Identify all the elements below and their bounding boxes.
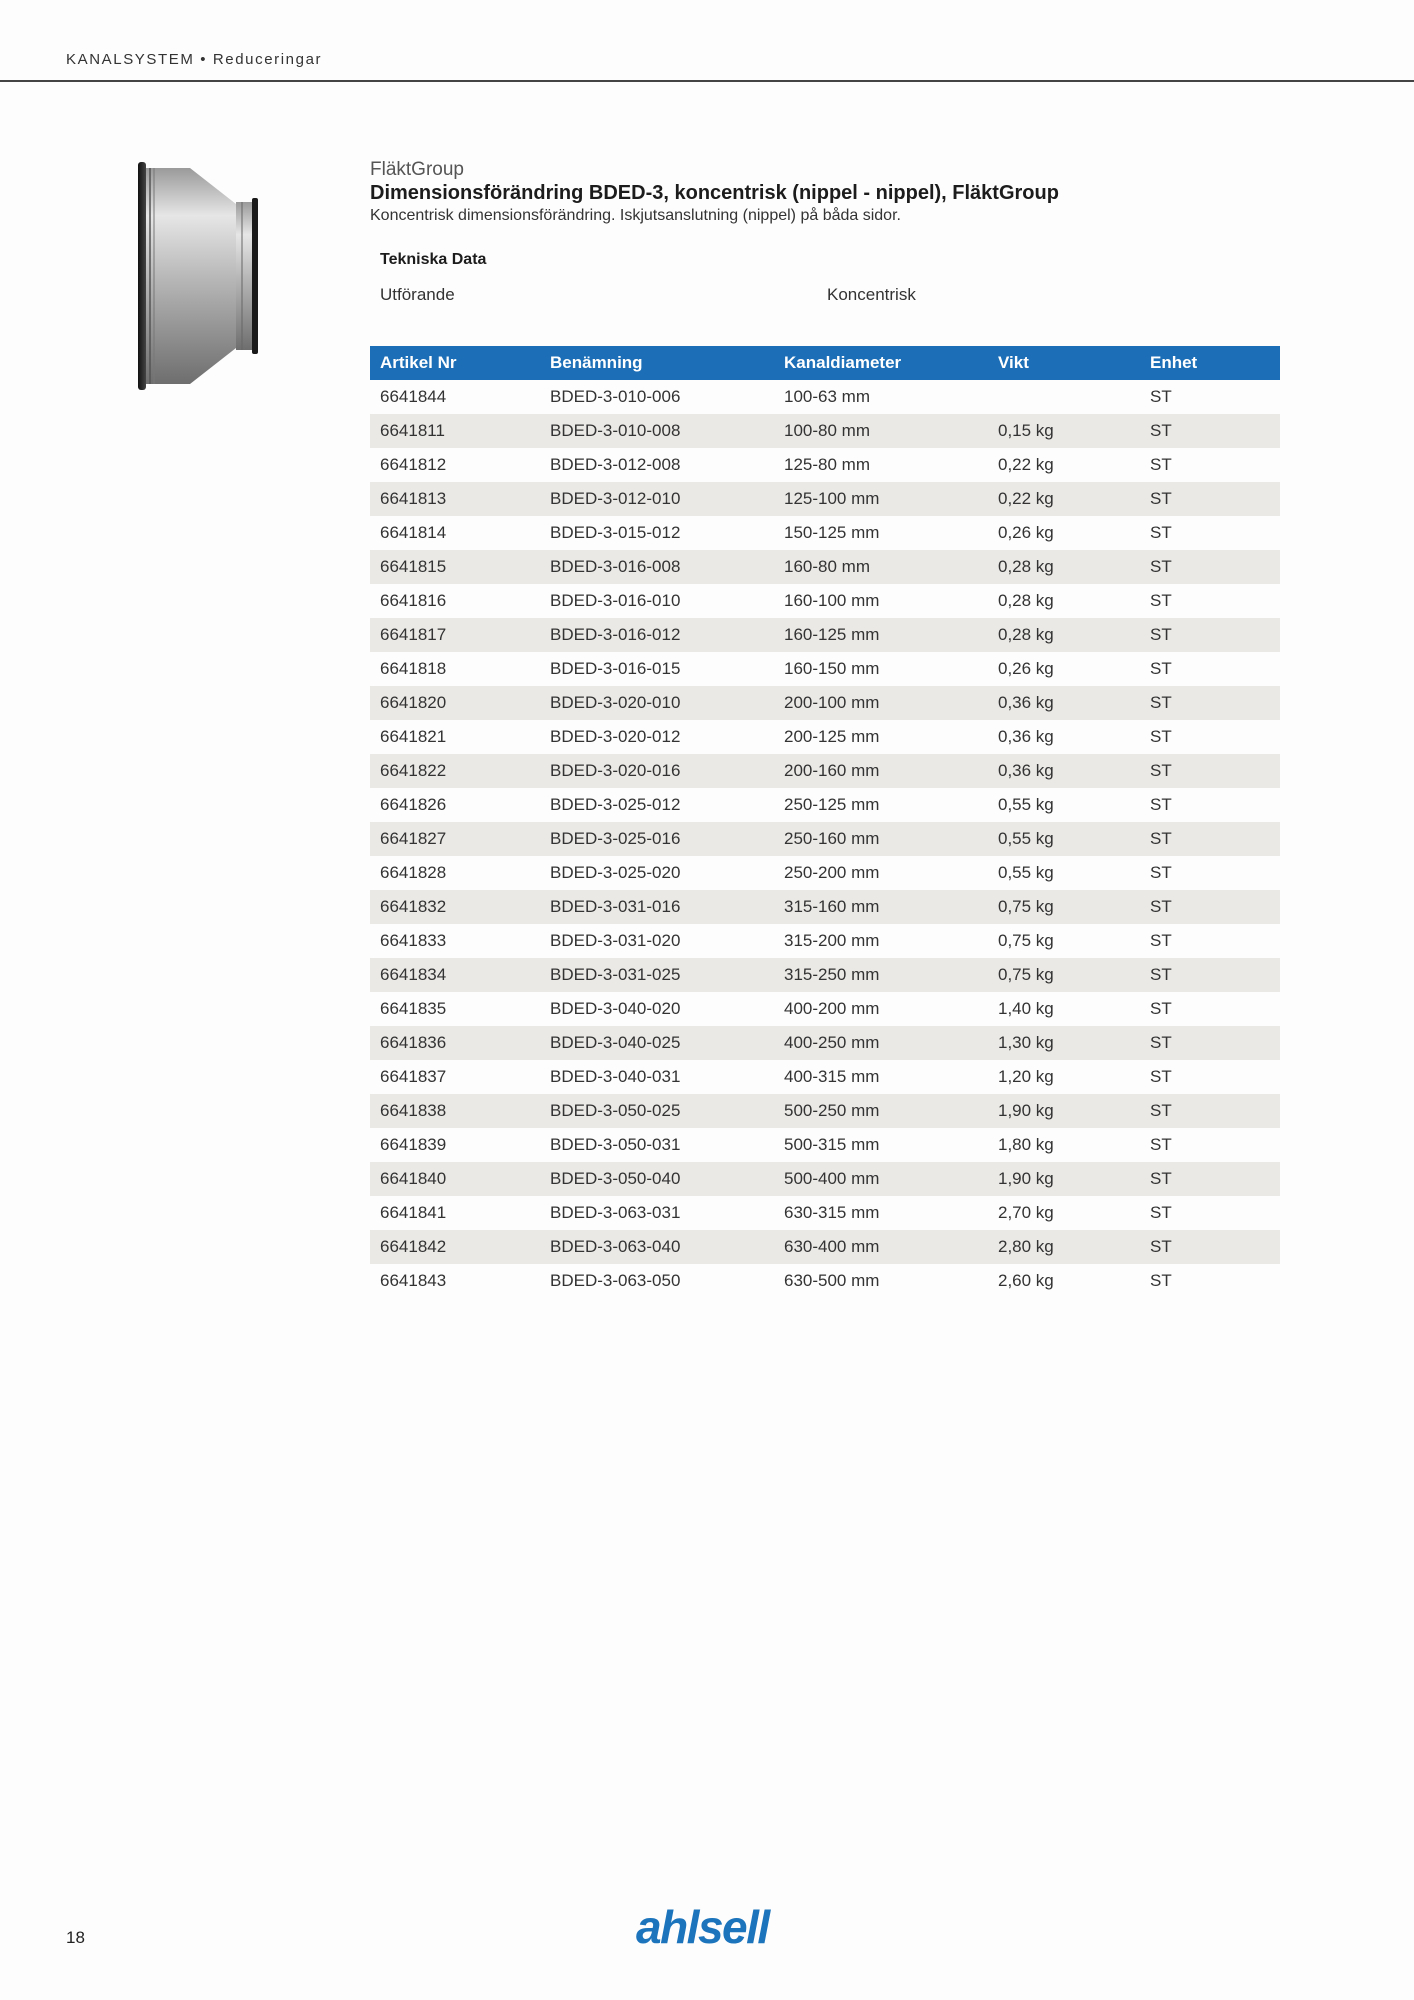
ahlsell-logo: ahlsell: [636, 1901, 769, 1953]
weight-cell: 2,70 kg: [998, 1203, 1054, 1222]
article-number-cell: 6641843: [380, 1271, 447, 1290]
name-cell: BDED-3-063-040: [540, 1230, 774, 1264]
diameter-cell: 125-100 mm: [774, 482, 988, 516]
unit-cell: ST: [1140, 482, 1280, 516]
name-cell: BDED-3-020-012: [550, 727, 681, 746]
article-number-cell: 6641815: [370, 550, 540, 584]
table-row: [370, 618, 1280, 652]
weight-cell: 0,55 kg: [998, 795, 1054, 814]
unit-cell: ST: [1150, 863, 1172, 882]
unit-cell: ST: [1140, 1162, 1280, 1196]
table-row: [370, 720, 1280, 754]
weight-cell: 0,75 kg: [988, 958, 1140, 992]
name-cell: BDED-3-031-016: [540, 890, 774, 924]
name-cell: BDED-3-025-020: [550, 863, 681, 882]
name-cell: BDED-3-015-012: [550, 523, 681, 542]
unit-cell: ST: [1140, 414, 1280, 448]
table-row: [370, 1196, 1280, 1230]
name-cell: BDED-3-012-010: [540, 482, 774, 516]
unit-cell: ST: [1140, 1094, 1280, 1128]
article-number-cell: 6641837: [380, 1067, 447, 1086]
article-number-cell: 6641840: [370, 1162, 540, 1196]
diameter-cell: 500-315 mm: [784, 1135, 880, 1154]
column-header-vikt: Vikt: [988, 346, 1140, 380]
article-number-cell: 6641839: [380, 1135, 447, 1154]
weight-cell: 0,26 kg: [998, 523, 1054, 542]
name-cell: BDED-3-025-012: [550, 795, 681, 814]
weight-cell: [988, 380, 1140, 414]
article-number-cell: 6641834: [370, 958, 540, 992]
unit-cell: ST: [1140, 1026, 1280, 1060]
table-row: [370, 380, 1280, 414]
article-number-cell: 6641818: [380, 659, 447, 678]
weight-cell: 0,28 kg: [998, 591, 1054, 610]
name-cell: BDED-3-050-040: [540, 1162, 774, 1196]
unit-cell: ST: [1140, 1230, 1280, 1264]
unit-cell: ST: [1140, 550, 1280, 584]
name-cell: BDED-3-050-031: [550, 1135, 681, 1154]
article-number-cell: 6641842: [370, 1230, 540, 1264]
article-number-cell: 6641821: [380, 727, 447, 746]
table-row: [370, 924, 1280, 958]
article-number-cell: 6641812: [380, 455, 447, 474]
article-number-cell: 6641826: [380, 795, 447, 814]
name-cell: BDED-3-031-020: [550, 931, 681, 950]
unit-cell: ST: [1140, 686, 1280, 720]
table-row: [370, 1094, 1280, 1128]
table-row: [370, 1128, 1280, 1162]
article-number-cell: 6641817: [370, 618, 540, 652]
unit-cell: ST: [1140, 618, 1280, 652]
weight-cell: 1,40 kg: [998, 999, 1054, 1018]
weight-cell: 0,28 kg: [988, 550, 1140, 584]
table-row: [370, 1162, 1280, 1196]
column-header-enhet: Enhet: [1140, 346, 1280, 380]
weight-cell: 0,15 kg: [988, 414, 1140, 448]
diameter-cell: 630-315 mm: [784, 1203, 880, 1222]
table-header-row: [370, 346, 1280, 380]
diameter-cell: 500-400 mm: [774, 1162, 988, 1196]
article-number-cell: 6641836: [370, 1026, 540, 1060]
weight-cell: 0,75 kg: [998, 931, 1054, 950]
unit-cell: ST: [1150, 999, 1172, 1018]
article-number-cell: 6641813: [370, 482, 540, 516]
table-row: [370, 958, 1280, 992]
article-number-cell: 6641816: [380, 591, 447, 610]
name-cell: BDED-3-020-010: [540, 686, 774, 720]
weight-cell: 0,26 kg: [998, 659, 1054, 678]
section-header: KANALSYSTEM • Reduceringar: [66, 51, 323, 68]
diameter-cell: 400-200 mm: [784, 999, 880, 1018]
unit-cell: ST: [1140, 958, 1280, 992]
table-row: [370, 754, 1280, 788]
diameter-cell: 315-250 mm: [774, 958, 988, 992]
product-description: Koncentrisk dimensionsförändring. Iskjutsanslutning (nippel) på båda sidor.: [370, 207, 901, 224]
unit-cell: ST: [1150, 1271, 1172, 1290]
weight-cell: 2,60 kg: [998, 1271, 1054, 1290]
name-cell: BDED-3-010-006: [550, 387, 681, 406]
diameter-cell: 150-125 mm: [784, 523, 880, 542]
page-number: 18: [66, 1928, 85, 1947]
diameter-cell: 200-100 mm: [774, 686, 988, 720]
unit-cell: ST: [1150, 523, 1172, 542]
article-number-cell: 6641822: [370, 754, 540, 788]
name-cell: BDED-3-016-010: [550, 591, 681, 610]
table-row: [370, 822, 1280, 856]
weight-cell: 1,80 kg: [998, 1135, 1054, 1154]
article-number-cell: 6641820: [370, 686, 540, 720]
diameter-cell: 400-315 mm: [784, 1067, 880, 1086]
name-cell: BDED-3-010-008: [540, 414, 774, 448]
unit-cell: ST: [1150, 931, 1172, 950]
product-image: [134, 158, 264, 394]
unit-cell: ST: [1140, 890, 1280, 924]
name-cell: BDED-3-012-008: [550, 455, 681, 474]
article-number-cell: 6641811: [370, 414, 540, 448]
unit-cell: ST: [1150, 455, 1172, 474]
weight-cell: 0,55 kg: [998, 863, 1054, 882]
table-row: [370, 584, 1280, 618]
diameter-cell: 125-80 mm: [784, 455, 870, 474]
table-row: [370, 1060, 1280, 1094]
table-row: [370, 890, 1280, 924]
unit-cell: ST: [1150, 795, 1172, 814]
diameter-cell: 200-160 mm: [774, 754, 988, 788]
diameter-cell: 250-125 mm: [784, 795, 880, 814]
weight-cell: 0,55 kg: [988, 822, 1140, 856]
table-row: [370, 1264, 1280, 1298]
diameter-cell: 315-200 mm: [784, 931, 880, 950]
article-number-cell: 6641841: [380, 1203, 447, 1222]
table-row: [370, 788, 1280, 822]
weight-cell: 1,90 kg: [988, 1094, 1140, 1128]
weight-cell: 0,36 kg: [988, 754, 1140, 788]
unit-cell: ST: [1150, 1203, 1172, 1222]
article-number-cell: 6641814: [380, 523, 447, 542]
diameter-cell: 500-250 mm: [774, 1094, 988, 1128]
diameter-cell: 160-80 mm: [774, 550, 988, 584]
diameter-cell: 400-250 mm: [774, 1026, 988, 1060]
column-header-benamning: Benämning: [540, 346, 774, 380]
unit-cell: ST: [1150, 1135, 1172, 1154]
diameter-cell: 250-200 mm: [784, 863, 880, 882]
weight-cell: 0,75 kg: [988, 890, 1140, 924]
weight-cell: 0,36 kg: [988, 686, 1140, 720]
table-row: [370, 856, 1280, 890]
table-row: [370, 992, 1280, 1026]
tech-data-heading: Tekniska Data: [380, 251, 487, 268]
weight-cell: 0,22 kg: [988, 482, 1140, 516]
name-cell: BDED-3-050-025: [540, 1094, 774, 1128]
weight-cell: 2,80 kg: [988, 1230, 1140, 1264]
table-row: [370, 516, 1280, 550]
article-number-cell: 6641832: [370, 890, 540, 924]
name-cell: BDED-3-020-016: [540, 754, 774, 788]
table-row: [370, 1026, 1280, 1060]
brand-name: FläktGroup: [370, 159, 464, 180]
diameter-cell: 200-125 mm: [784, 727, 880, 746]
column-header-kanaldiameter: Kanaldiameter: [774, 346, 988, 380]
name-cell: BDED-3-040-020: [550, 999, 681, 1018]
diameter-cell: 250-160 mm: [774, 822, 988, 856]
diameter-cell: 100-80 mm: [774, 414, 988, 448]
diameter-cell: 630-400 mm: [774, 1230, 988, 1264]
diameter-cell: 160-150 mm: [784, 659, 880, 678]
diameter-cell: 315-160 mm: [774, 890, 988, 924]
name-cell: BDED-3-016-008: [540, 550, 774, 584]
weight-cell: 0,22 kg: [998, 455, 1054, 474]
unit-cell: ST: [1150, 727, 1172, 746]
unit-cell: ST: [1150, 591, 1172, 610]
article-number-cell: 6641844: [380, 387, 447, 406]
article-number-cell: 6641833: [380, 931, 447, 950]
weight-cell: 1,20 kg: [998, 1067, 1054, 1086]
article-number-cell: 6641828: [380, 863, 447, 882]
table-row: [370, 482, 1280, 516]
article-number-cell: 6641835: [380, 999, 447, 1018]
diameter-cell: 160-100 mm: [784, 591, 880, 610]
product-table: [370, 346, 1280, 1298]
article-number-cell: 6641838: [370, 1094, 540, 1128]
name-cell: BDED-3-063-031: [550, 1203, 681, 1222]
unit-cell: ST: [1150, 659, 1172, 678]
name-cell: BDED-3-040-025: [540, 1026, 774, 1060]
unit-cell: ST: [1140, 754, 1280, 788]
product-title: Dimensionsförändring BDED-3, koncentrisk (nippel - nippel), FläktGroup: [370, 182, 1059, 204]
weight-cell: 1,90 kg: [988, 1162, 1140, 1196]
unit-cell: ST: [1140, 822, 1280, 856]
name-cell: BDED-3-063-050: [550, 1271, 681, 1290]
diameter-cell: 160-125 mm: [774, 618, 988, 652]
diameter-cell: 630-500 mm: [784, 1271, 880, 1290]
header-divider: [0, 80, 1414, 82]
diameter-cell: 100-63 mm: [784, 387, 870, 406]
name-cell: BDED-3-040-031: [550, 1067, 681, 1086]
weight-cell: 0,36 kg: [998, 727, 1054, 746]
table-row: [370, 550, 1280, 584]
name-cell: BDED-3-016-015: [550, 659, 681, 678]
weight-cell: 1,30 kg: [988, 1026, 1140, 1060]
tech-data-value: Koncentrisk: [827, 285, 916, 304]
weight-cell: 0,28 kg: [988, 618, 1140, 652]
name-cell: BDED-3-016-012: [540, 618, 774, 652]
table-row: [370, 414, 1280, 448]
column-header-artikel-nr: Artikel Nr: [370, 346, 540, 380]
table-row: [370, 448, 1280, 482]
table-row: [370, 1230, 1280, 1264]
article-number-cell: 6641827: [370, 822, 540, 856]
unit-cell: ST: [1150, 1067, 1172, 1086]
name-cell: BDED-3-025-016: [540, 822, 774, 856]
table-row: [370, 652, 1280, 686]
name-cell: BDED-3-031-025: [540, 958, 774, 992]
unit-cell: ST: [1150, 387, 1172, 406]
table-row: [370, 686, 1280, 720]
tech-data-label: Utförande: [380, 285, 455, 304]
